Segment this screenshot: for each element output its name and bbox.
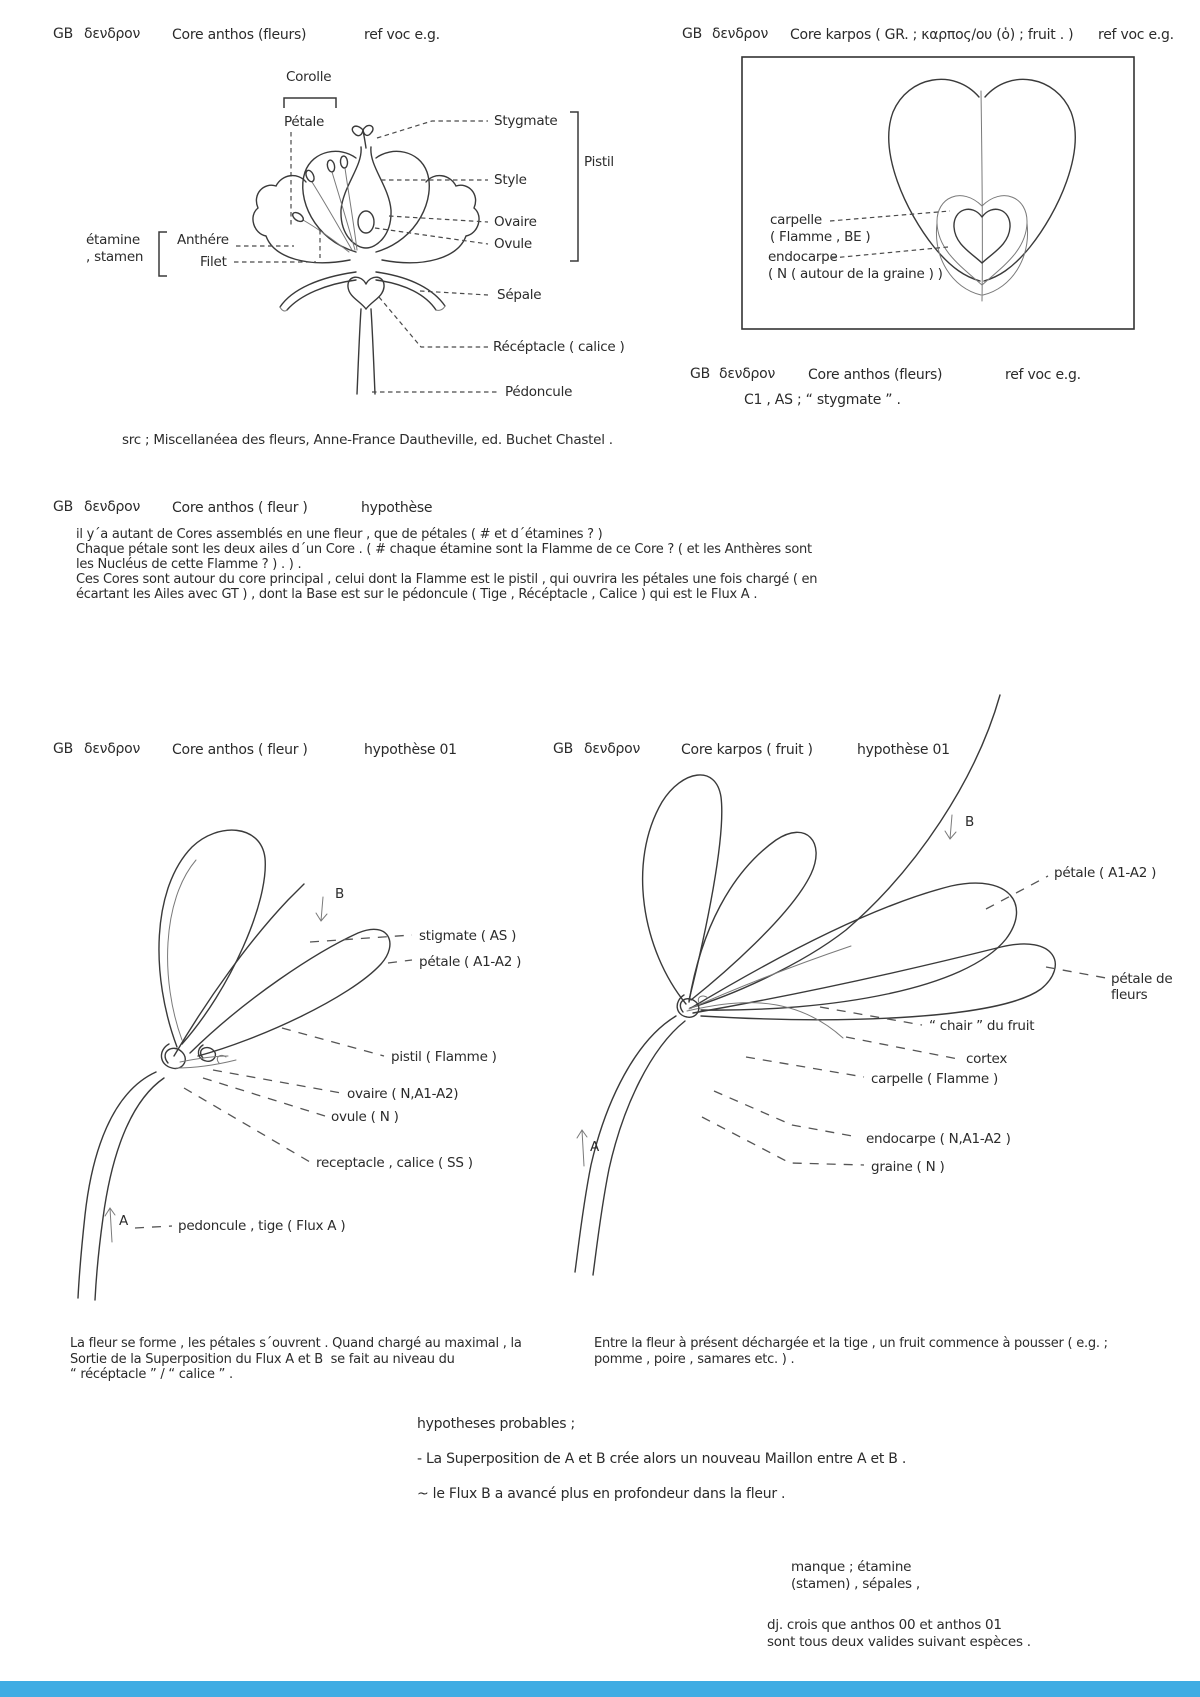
pistil-leader	[282, 1028, 384, 1056]
source-credit: src ; Miscellanéea des fleurs, Anne-France Dautheville, ed. Buchet Chastel .	[122, 432, 613, 448]
karpos01-caption-line: pomme , poire , samares etc. ) .	[594, 1351, 795, 1367]
stamens	[291, 156, 357, 252]
fruit-frame-box	[742, 57, 1134, 329]
k01-label-petale-fleurs-line2: fleurs	[1111, 987, 1148, 1003]
karpos01-caption-line: Entre la fleur à présent déchargée et la tige , un fruit commence à pousser ( e.g. ;	[594, 1336, 1108, 1351]
k01-label-a: A	[590, 1139, 599, 1155]
label-stygmate: Stygmate	[494, 113, 558, 129]
a01-label-pistil: pistil ( Flamme )	[391, 1049, 497, 1065]
hypothese-paragraph	[76, 527, 817, 602]
validity-note-line2: sont tous deux valides suivant espèces .	[767, 1634, 1031, 1650]
petal-lower-right	[693, 944, 1055, 1020]
label-etamine-line1: étamine	[86, 232, 140, 248]
a01-label-a: A	[119, 1213, 128, 1229]
hypothese-line: les Nucléus de cette Flamme ? ) . ) .	[76, 557, 302, 572]
label-endocarpe-line1: endocarpe	[768, 249, 838, 265]
label-carpelle	[770, 212, 870, 246]
receptacle-leader	[379, 297, 488, 347]
tr-header-ref: ref voc e.g.	[1098, 27, 1174, 43]
label-pedoncule: Pédoncule	[505, 384, 573, 400]
tl-header-dendron: δενδρον	[84, 26, 141, 42]
tr-header-gb: GB	[682, 26, 702, 42]
cortex-leader	[846, 1037, 958, 1059]
anthos01-caption-line: La fleur se forme , les pétales s´ouvrent . Quand chargé au maximal , la	[70, 1336, 522, 1351]
a01-label-receptacle: receptacle , calice ( SS )	[316, 1155, 473, 1171]
carpelle-leader	[746, 1057, 864, 1077]
a01-header-tag: hypothèse 01	[364, 742, 457, 758]
sepale-leader	[420, 291, 488, 295]
tr-subheader-title: Core anthos (fleurs)	[808, 367, 943, 383]
anthos01-caption-line: “ récéptacle ” / “ calice ” .	[70, 1367, 233, 1382]
a01-header-gb: GB	[53, 741, 73, 757]
stem-curve-outer	[78, 1072, 156, 1298]
fruit-center-line	[981, 91, 982, 301]
label-carpelle-line2: ( Flamme , BE )	[770, 229, 871, 245]
flux-b-arrow-icon	[945, 815, 956, 839]
a01-label-stigmate: stigmate ( AS )	[419, 928, 517, 944]
k01-label-graine: graine ( N )	[871, 1159, 945, 1175]
k01-label-cortex: cortex	[966, 1051, 1008, 1067]
hyp-header-tag: hypothèse	[361, 500, 433, 516]
label-receptacle: Récéptacle ( calice )	[493, 339, 625, 355]
label-pistil: Pistil	[584, 154, 614, 170]
k01-label-chair: “ chair ” du fruit	[929, 1018, 1035, 1034]
fruit-right-lobe	[984, 79, 1075, 281]
validity-note-line1: dj. crois que anthos 00 et anthos 01	[767, 1617, 1002, 1633]
label-endocarpe	[768, 249, 943, 283]
probables-title: hypotheses probables ;	[417, 1416, 575, 1432]
pistil-bracket	[570, 112, 578, 261]
tr-subheader-gb: GB	[690, 366, 710, 382]
hyp-header-gb: GB	[53, 499, 73, 515]
big-petal-teardrop	[159, 830, 265, 1047]
pedoncule-leader	[135, 1226, 172, 1228]
anthos01-caption	[70, 1336, 522, 1383]
ovule-ellipse	[358, 211, 374, 233]
a01-label-pedoncule: pedoncule , tige ( Flux A )	[178, 1218, 346, 1234]
hyp-header-title: Core anthos ( fleur )	[172, 500, 308, 516]
hypothese-line: Chaque pétale sont les deux ailes d´un Core . ( # chaque étamine sont la Flamme de ce Core ? ( et les Anthères sont	[76, 542, 812, 557]
stygmate-leader	[377, 121, 488, 138]
hypothese-line: il y´a autant de Cores assemblés en une fleur , que de pétales ( # et d´étamines ? )	[76, 527, 603, 542]
a01-label-petale: pétale ( A1-A2 )	[419, 954, 522, 970]
k01-label-carpelle: carpelle ( Flamme )	[871, 1071, 998, 1087]
probables-item-2: ~ le Flux B a avancé plus en profondeur dans la fleur .	[417, 1486, 786, 1502]
petal-upper-left	[643, 775, 722, 1004]
tr-header-dendron: δενδρον	[712, 26, 769, 42]
k01-header-tag: hypothèse 01	[857, 742, 950, 758]
label-filet: Filet	[200, 254, 227, 270]
flux-a-arrow-icon	[105, 1208, 115, 1242]
ovule-leader	[375, 228, 488, 244]
a01-label-ovaire: ovaire ( N,A1-A2)	[347, 1086, 459, 1102]
karpos01-sketch	[575, 695, 1106, 1275]
corolle-bracket	[284, 98, 336, 108]
validity-note	[767, 1617, 1031, 1651]
a01-label-b: B	[335, 886, 345, 902]
graine-leader	[702, 1117, 864, 1165]
label-anthere: Anthére	[177, 232, 229, 248]
k01-header-gb: GB	[553, 741, 573, 757]
a01-header-title: Core anthos ( fleur )	[172, 742, 308, 758]
stigmate-leader	[310, 935, 412, 942]
k01-header-dendron: δενδρον	[584, 741, 641, 757]
fruit-ref-drawing	[742, 57, 1134, 329]
label-ovule: Ovule	[494, 236, 532, 252]
ovaire-leader	[213, 1070, 341, 1093]
k01-header-title: Core karpos ( fruit )	[681, 742, 813, 758]
flux-b-arrow-icon	[316, 897, 327, 921]
tr-subheader-ref: ref voc e.g.	[1005, 367, 1081, 383]
ovaire-leader	[389, 216, 488, 222]
tl-header-ref: ref voc e.g.	[364, 27, 440, 43]
k01-label-b: B	[965, 814, 975, 830]
a01-header-dendron: δενδρον	[84, 741, 141, 757]
a01-label-ovule: ovule ( N )	[331, 1109, 399, 1125]
label-etamine	[86, 232, 143, 266]
label-petale: Pétale	[284, 114, 325, 130]
k01-label-petale: pétale ( A1-A2 )	[1054, 865, 1157, 881]
flux-a-arrow-icon	[577, 1130, 587, 1166]
tr-subheader-dendron: δενδρον	[719, 366, 776, 382]
label-carpelle-line1: carpelle	[770, 212, 822, 228]
manque-note	[791, 1559, 920, 1593]
label-corolle: Corolle	[286, 69, 332, 85]
k01-label-petale-fleurs-line1: pétale de	[1111, 971, 1173, 987]
petal-right-big	[691, 883, 1017, 1010]
tl-header-title: Core anthos (fleurs)	[172, 27, 307, 43]
label-etamine-line2: , stamen	[86, 249, 144, 265]
etamine-bracket	[159, 232, 167, 276]
karpos01-caption	[594, 1336, 1108, 1367]
tr-subheader-note: C1 , AS ; “ stygmate ” .	[744, 392, 901, 408]
tl-header-gb: GB	[53, 26, 73, 42]
ovule-leader	[203, 1078, 325, 1116]
stem-curve-inner	[95, 1078, 164, 1300]
probables-item-1: - La Superposition de A et B crée alors un nouveau Maillon entre A et B .	[417, 1451, 907, 1467]
chair-leader	[820, 1007, 922, 1025]
endocarpe-leader	[714, 1091, 858, 1137]
hyp-header-dendron: δενδρον	[84, 499, 141, 515]
receptacle-heart	[348, 277, 384, 309]
petale-leader	[388, 960, 412, 963]
manque-note-line1: manque ; étamine	[791, 1559, 912, 1575]
k01-label-petale-fleurs	[1111, 971, 1172, 1003]
stem-right-line	[371, 309, 375, 394]
hypothese-line: écartant les Ailes avec GT ) , dont la Base est sur le pédoncule ( Tige , Récéptacle , Calice ) qui est le Flux A .	[76, 587, 758, 602]
label-endocarpe-line2: ( N ( autour de la graine ) )	[768, 266, 943, 282]
bottom-accent-bar	[0, 1681, 1200, 1697]
manque-note-line2: (stamen) , sépales ,	[791, 1576, 920, 1592]
anthos01-caption-line: Sortie de la Superposition du Flux A et B se fait au niveau du	[70, 1351, 455, 1367]
stem-curve-inner	[593, 1021, 685, 1275]
label-sepale: Sépale	[497, 287, 542, 303]
petale-leader	[986, 876, 1048, 909]
label-ovaire: Ovaire	[494, 214, 537, 230]
label-style: Style	[494, 172, 527, 188]
receptacle-leader	[184, 1088, 310, 1162]
tr-header-title: Core karpos ( GR. ; καρπος/ου (ὁ) ; fruit . )	[790, 27, 1074, 43]
k01-label-endocarpe: endocarpe ( N,A1-A2 )	[866, 1131, 1011, 1147]
hypothese-line: Ces Cores sont autour du core principal , celui dont la Flamme est le pistil , qui ouvrira les pétales une fois chargé ( en	[76, 572, 818, 587]
stem-left-line	[357, 309, 361, 394]
